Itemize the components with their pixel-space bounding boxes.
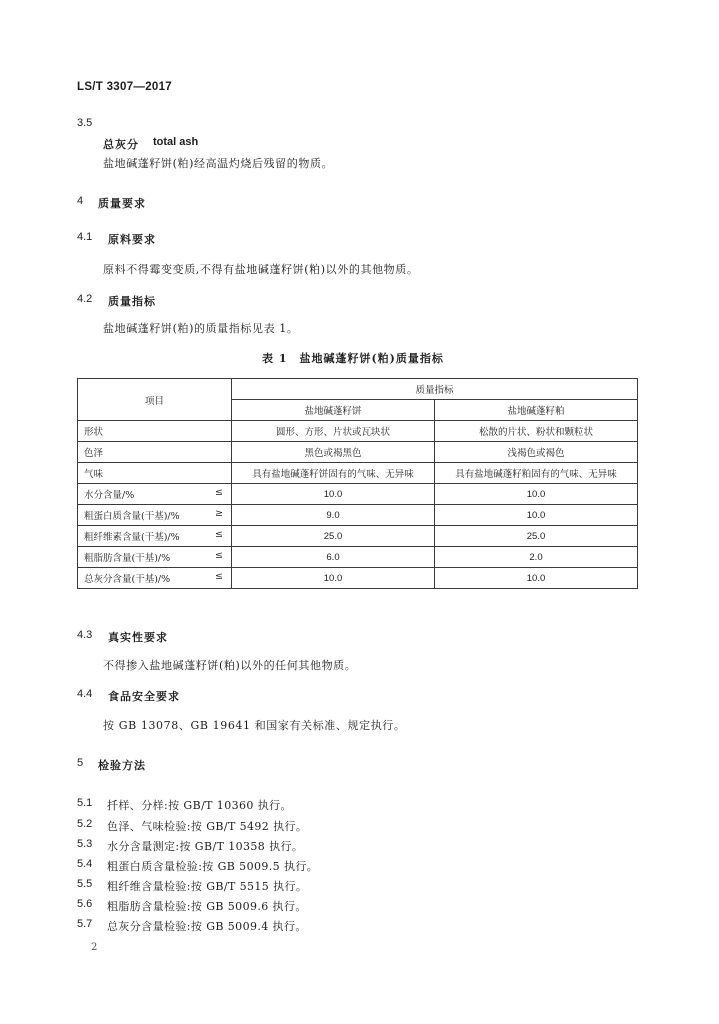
row-meal-value: 10.0 — [435, 505, 638, 526]
row-cake-value: 10.0 — [232, 484, 435, 505]
row-cake-value: 10.0 — [232, 568, 435, 589]
row-symbol: ≤ — [215, 571, 223, 582]
method-text: 粗脂肪含量检验:按 GB 5009.6 执行。 — [107, 900, 307, 913]
section-5-number: 5 — [77, 757, 84, 769]
method-number: 5.4 — [77, 858, 93, 870]
table-row — [78, 505, 638, 526]
row-cake-value: 黑色或褐黑色 — [232, 442, 435, 463]
method-number: 5.2 — [77, 818, 93, 830]
section-3-5-number: 3.5 — [77, 117, 93, 129]
section-4-1-title: 原料要求 — [108, 233, 156, 246]
section-5-title: 检验方法 — [98, 759, 146, 772]
table-header-group: 质量指标 — [232, 379, 638, 400]
term-en: total ash — [153, 136, 199, 148]
term-definition: 盐地碱蓬籽饼(粕)经高温灼烧后残留的物质。 — [103, 157, 334, 170]
method-number: 5.6 — [77, 898, 93, 910]
row-item: 形状 — [84, 427, 104, 438]
section-4-title: 质量要求 — [98, 197, 146, 210]
row-symbol: ≤ — [215, 487, 223, 498]
section-4-1-number: 4.1 — [77, 231, 93, 243]
row-cake-value: 25.0 — [232, 526, 435, 547]
term-cn: 总灰分 — [103, 138, 139, 151]
page-number: 2 — [91, 942, 98, 953]
table-row — [78, 421, 638, 442]
row-item: 粗脂肪含量(干基)/% — [84, 553, 171, 564]
row-item: 粗纤维素含量(干基)/% — [84, 532, 180, 543]
method-number: 5.7 — [77, 918, 93, 930]
section-4-1-text: 原料不得霉变变质,不得有盐地碱蓬籽饼(粕)以外的其他物质。 — [103, 263, 419, 276]
row-cake-value: 具有盐地碱蓬籽饼固有的气味、无异味 — [232, 463, 435, 484]
section-4-2-text: 盐地碱蓬籽饼(粕)的质量指标见表 1。 — [103, 322, 299, 335]
row-symbol: ≤ — [215, 529, 223, 540]
method-number: 5.5 — [77, 878, 93, 890]
row-symbol: ≥ — [215, 508, 223, 519]
standard-code-header: LS/T 3307—2017 — [77, 81, 172, 93]
table-row — [78, 484, 638, 505]
row-item: 气味 — [84, 469, 104, 480]
row-meal-value: 浅褐色或褐色 — [435, 442, 638, 463]
table-header-cake: 盐地碱蓬籽饼 — [232, 400, 435, 421]
row-meal-value: 10.0 — [435, 568, 638, 589]
row-meal-value: 25.0 — [435, 526, 638, 547]
method-number: 5.3 — [77, 838, 93, 850]
section-4-4-title: 食品安全要求 — [108, 690, 180, 703]
row-meal-value: 松散的片状、粉状和颗粒状 — [435, 421, 638, 442]
table-header-meal: 盐地碱蓬籽粕 — [435, 400, 638, 421]
method-number: 5.1 — [77, 797, 93, 809]
table-caption: 表 1 盐地碱蓬籽饼(粕)质量指标 — [262, 352, 444, 365]
row-item: 色泽 — [84, 448, 104, 459]
table-header-item: 项目 — [78, 379, 232, 421]
section-4-2-number: 4.2 — [77, 293, 93, 305]
row-item: 水分含量/% — [84, 490, 135, 501]
method-text: 色泽、气味检验:按 GB/T 5492 执行。 — [107, 820, 308, 833]
section-4-3-text: 不得掺入盐地碱蓬籽饼(粕)以外的任何其他物质。 — [103, 659, 357, 672]
method-text: 总灰分含量检验:按 GB 5009.4 执行。 — [107, 920, 307, 933]
table-row — [78, 442, 638, 463]
row-symbol: ≤ — [215, 550, 223, 561]
table-row — [78, 568, 638, 589]
section-4-2-title: 质量指标 — [108, 295, 156, 308]
table-row — [78, 463, 638, 484]
section-4-4-number: 4.4 — [77, 688, 93, 700]
row-item: 粗蛋白质含量(干基)/% — [84, 511, 180, 522]
section-4-3-number: 4.3 — [77, 629, 93, 641]
section-4-3-title: 真实性要求 — [108, 631, 168, 644]
method-text: 扦样、分样:按 GB/T 10360 执行。 — [107, 799, 292, 812]
row-meal-value: 2.0 — [435, 547, 638, 568]
method-text: 粗纤维含量检验:按 GB/T 5515 执行。 — [107, 880, 308, 893]
table-row — [78, 526, 638, 547]
row-item: 总灰分含量(干基)/% — [84, 574, 171, 585]
section-4-number: 4 — [77, 195, 84, 207]
method-text: 水分含量测定:按 GB/T 10358 执行。 — [107, 840, 304, 853]
row-meal-value: 具有盐地碱蓬籽粕固有的气味、无异味 — [435, 463, 638, 484]
section-4-4-text: 按 GB 13078、GB 19641 和国家有关标准、规定执行。 — [103, 719, 406, 732]
row-cake-value: 6.0 — [232, 547, 435, 568]
row-cake-value: 圆形、方形、片状或瓦块状 — [232, 421, 435, 442]
table-row — [78, 547, 638, 568]
row-cake-value: 9.0 — [232, 505, 435, 526]
method-text: 粗蛋白质含量检验:按 GB 5009.5 执行。 — [107, 860, 319, 873]
quality-table — [77, 378, 638, 589]
row-meal-value: 10.0 — [435, 484, 638, 505]
